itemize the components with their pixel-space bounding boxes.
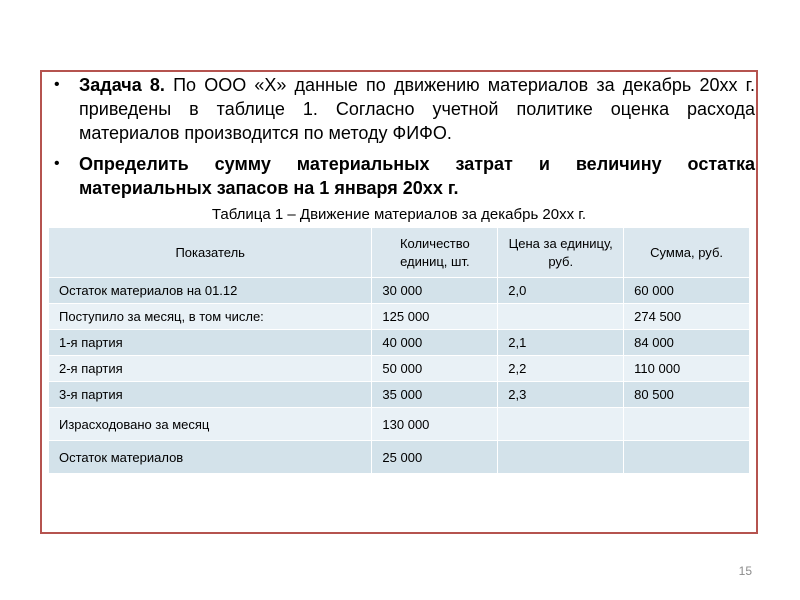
- table-row: [49, 382, 750, 408]
- cell-sum: 110 000: [624, 356, 750, 382]
- table-caption: Таблица 1 – Движение материалов за декабрь 20хх г.: [211, 206, 587, 223]
- cell-quantity: 25 000: [372, 441, 498, 474]
- materials-table: [48, 227, 750, 474]
- task-list: [47, 73, 755, 207]
- cell-sum: 84 000: [624, 330, 750, 356]
- task-text: По ООО «Х» данные по движению материалов за декабрь 20хх г. приведены в таблице 1. Согласно учетной политике оценка расхода материалов производится по методу ФИФО.: [79, 75, 755, 143]
- cell-indicator: Поступило за месяц, в том числе:: [49, 304, 372, 330]
- cell-quantity: 35 000: [372, 382, 498, 408]
- cell-price: 2,1: [498, 330, 624, 356]
- cell-price: [498, 408, 624, 441]
- cell-indicator: 2-я партия: [49, 356, 372, 382]
- cell-sum: [624, 441, 750, 474]
- task-title: Задача 8.: [79, 75, 165, 95]
- cell-sum: 60 000: [624, 278, 750, 304]
- table-row: [49, 304, 750, 330]
- header-quantity: Количество единиц, шт.: [372, 228, 498, 278]
- table-row: [49, 441, 750, 474]
- cell-quantity: 50 000: [372, 356, 498, 382]
- cell-indicator: 1-я партия: [49, 330, 372, 356]
- table-row: [49, 408, 750, 441]
- cell-sum: 274 500: [624, 304, 750, 330]
- cell-price: 2,3: [498, 382, 624, 408]
- task-question-text: Определить сумму материальных затрат и величину остатка материальных запасов на 1 января 20хх г.: [79, 154, 755, 198]
- cell-quantity: 40 000: [372, 330, 498, 356]
- cell-price: [498, 441, 624, 474]
- cell-price: [498, 304, 624, 330]
- cell-price: 2,0: [498, 278, 624, 304]
- bullet-icon: •: [54, 155, 60, 172]
- task-question: [47, 152, 755, 200]
- header-indicator: Показатель: [49, 228, 372, 278]
- cell-quantity: 125 000: [372, 304, 498, 330]
- table-row: [49, 356, 750, 382]
- header-price: Цена за единицу, руб.: [498, 228, 624, 278]
- cell-indicator: 3-я партия: [49, 382, 372, 408]
- cell-indicator: Остаток материалов на 01.12: [49, 278, 372, 304]
- page-number: 15: [738, 564, 752, 578]
- table-row: [49, 278, 750, 304]
- bullet-icon: •: [54, 76, 60, 93]
- cell-sum: [624, 408, 750, 441]
- cell-indicator: Израсходовано за месяц: [49, 408, 372, 441]
- cell-quantity: 30 000: [372, 278, 498, 304]
- table-header-row: [49, 228, 750, 278]
- header-sum: Сумма, руб.: [624, 228, 750, 278]
- table-row: [49, 330, 750, 356]
- cell-sum: 80 500: [624, 382, 750, 408]
- task-statement: [47, 73, 755, 145]
- cell-price: 2,2: [498, 356, 624, 382]
- cell-indicator: Остаток материалов: [49, 441, 372, 474]
- cell-quantity: 130 000: [372, 408, 498, 441]
